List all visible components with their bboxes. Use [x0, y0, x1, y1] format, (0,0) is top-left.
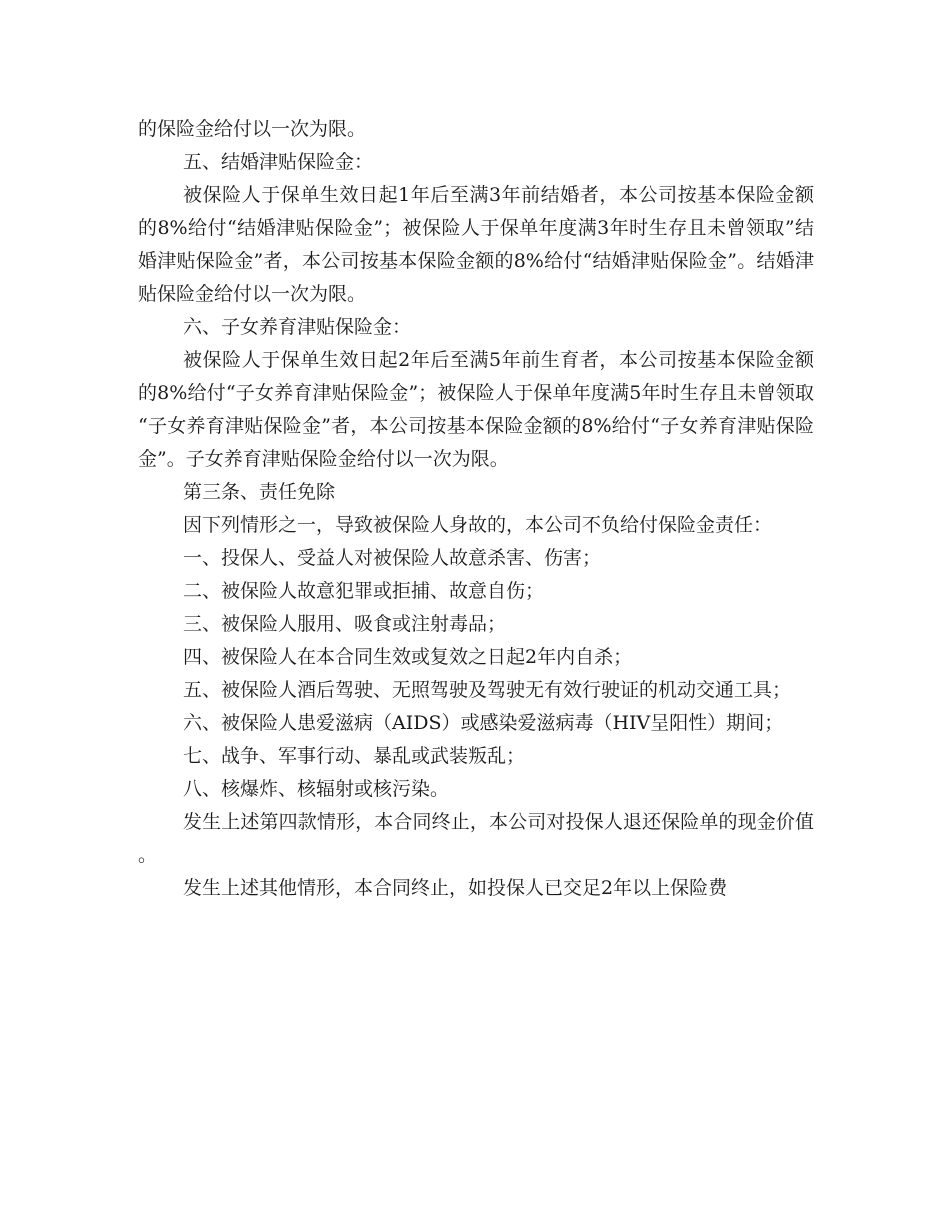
document-page: [138, 113, 814, 905]
list-item: 二、被保险人故意犯罪或拒捕、故意自伤；: [183, 580, 545, 602]
section-heading-child-allowance: 六、子女养育津贴保险金：: [183, 316, 412, 338]
paragraph: 被保险人于保单生效日起1年后至满3年前结婚者，本公司按基本保险金额的8%给付“结婚津贴保险金”；被保险人于保单年度满3年时生存且未曾领取”结婚津贴保险金”者，本公司按基本保险金额的8%给付“结婚津贴保险金”。结婚津贴保险金给付以一次为限。: [138, 184, 814, 305]
list-item: 六、被保险人患爱滋病（AIDS）或感染爱滋病毒（HIV呈阳性）期间；: [183, 712, 784, 734]
list-item: 五、被保险人酒后驾驶、无照驾驶及驾驶无有效行驶证的机动交通工具；: [183, 679, 792, 701]
list-item: 三、被保险人服用、吸食或注射毒品；: [183, 613, 507, 635]
list-item: 八、核爆炸、核辐射或核污染。: [183, 778, 450, 800]
paragraph: 发生上述其他情形，本合同终止，如投保人已交足2年以上保险费: [183, 877, 728, 899]
paragraph: 的保险金给付以一次为限。: [138, 118, 367, 140]
article-heading-exclusions: 第三条、责任免除: [183, 481, 336, 503]
list-item: 七、战争、军事行动、暴乱或武装叛乱；: [183, 745, 526, 767]
paragraph: 发生上述第四款情形，本合同终止，本公司对投保人退还保险单的现金价值。: [138, 811, 814, 866]
paragraph: 被保险人于保单生效日起2年后至满5年前生育者，本公司按基本保险金额的8%给付“子女养育津贴保险金”；被保险人于保单年度满5年时生存且未曾领取“子女养育津贴保险金”者，本公司按基本保险金额的8%给付“子女养育津贴保险金”。子女养育津贴保险金给付以一次为限。: [138, 349, 814, 470]
paragraph: 因下列情形之一，导致被保险人身故的，本公司不负给付保险金责任：: [183, 514, 773, 536]
section-heading-marriage-allowance: 五、结婚津贴保险金：: [183, 151, 374, 173]
list-item: 四、被保险人在本合同生效或复效之日起2年内自杀；: [183, 646, 633, 668]
list-item: 一、投保人、受益人对被保险人故意杀害、伤害；: [183, 547, 602, 569]
